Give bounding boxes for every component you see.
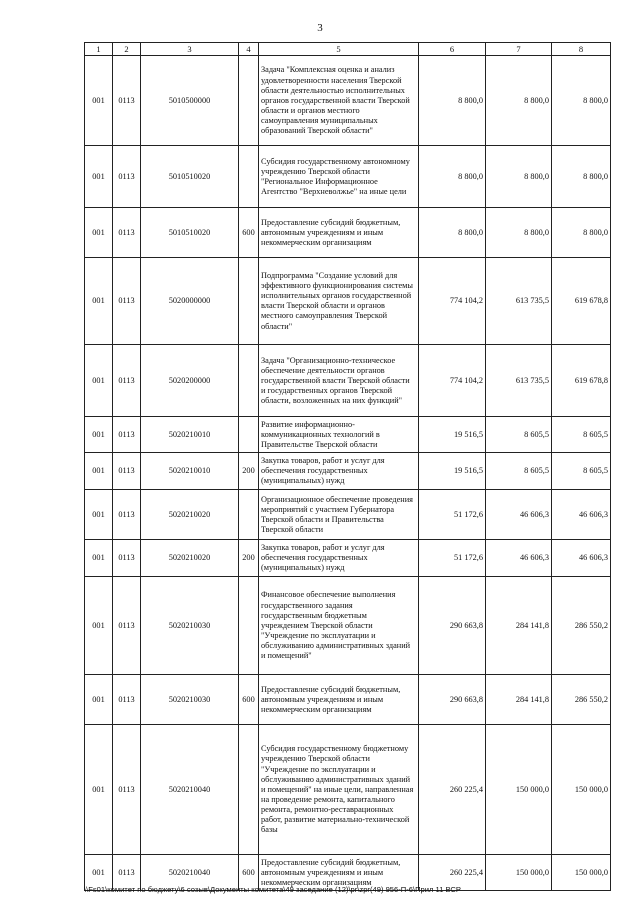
section-code-cell: 0113 [113, 417, 141, 453]
target-article-cell: 5010500000 [141, 56, 239, 146]
amount-year1-cell: 19 516,5 [419, 417, 486, 453]
table-row [85, 453, 611, 490]
amount-year1-cell: 774 104,2 [419, 345, 486, 417]
section-code-cell: 0113 [113, 56, 141, 146]
target-article-cell: 5020210030 [141, 675, 239, 725]
description-cell: Задача "Организационно-техническое обеспечение деятельности органов государственной власти Тверской области и государственных органов Тверской области, возложенных на них функций" [259, 345, 419, 417]
amount-year2-cell: 613 735,5 [486, 258, 552, 345]
expense-type-cell: 600 [239, 675, 259, 725]
amount-year2-cell: 284 141,8 [486, 577, 552, 675]
table-row [85, 208, 611, 258]
amount-year2-cell: 8 605,5 [486, 417, 552, 453]
section-code-cell: 0113 [113, 453, 141, 490]
table-row [85, 540, 611, 577]
description-cell: Предоставление субсидий бюджетным, автономным учреждениям и иным некоммерческим организациям [259, 208, 419, 258]
target-article-cell: 5010510020 [141, 208, 239, 258]
amount-year1-cell: 51 172,6 [419, 490, 486, 540]
amount-year3-cell: 46 606,3 [552, 490, 611, 540]
amount-year2-cell: 46 606,3 [486, 490, 552, 540]
description-cell: Задача "Комплексная оценка и анализ удовлетворенности населения Тверской области деятельностью исполнительных органов государственной власти Тверской области и органов местного самоуправления муниципальных образований Тверской области" [259, 56, 419, 146]
admin-code-cell: 001 [85, 725, 113, 855]
description-cell: Закупка товаров, работ и услуг для обеспечения государственных (муниципальных) нужд [259, 453, 419, 490]
amount-year1-cell: 19 516,5 [419, 453, 486, 490]
target-article-cell: 5020210020 [141, 540, 239, 577]
target-article-cell: 5020210030 [141, 577, 239, 675]
amount-year2-cell: 150 000,0 [486, 725, 552, 855]
admin-code-cell: 001 [85, 490, 113, 540]
admin-code-cell: 001 [85, 453, 113, 490]
target-article-cell: 5020200000 [141, 345, 239, 417]
admin-code-cell: 001 [85, 208, 113, 258]
description-cell: Субсидия государственному бюджетному учреждению Тверской области "Учреждение по эксплуатации и обслуживанию административных зданий и помещений" на иные цели, направленная на проведение ремонта, капитального ремонта, ремонтно-реставрационных работ, развитие материально-технической базы [259, 725, 419, 855]
admin-code-cell: 001 [85, 675, 113, 725]
header-cell-6: 6 [419, 43, 486, 56]
description-cell: Предоставление субсидий бюджетным, автономным учреждениям и иным некоммерческим организациям [259, 855, 419, 891]
admin-code-cell: 001 [85, 56, 113, 146]
target-article-cell: 5020210010 [141, 453, 239, 490]
amount-year3-cell: 8 800,0 [552, 208, 611, 258]
amount-year2-cell: 46 606,3 [486, 540, 552, 577]
amount-year2-cell: 8 800,0 [486, 56, 552, 146]
section-code-cell: 0113 [113, 208, 141, 258]
target-article-cell: 5010510020 [141, 146, 239, 208]
admin-code-cell: 001 [85, 146, 113, 208]
amount-year3-cell: 8 605,5 [552, 417, 611, 453]
header-cell-1: 1 [85, 43, 113, 56]
amount-year1-cell: 51 172,6 [419, 540, 486, 577]
file-path-footer: \\Fs01\комитет по бюджету\6 созыв\Документы комитета\49 заседание (12)\pr\zpr(49) 956-П-6\Прил 11 ВСР [84, 885, 461, 894]
admin-code-cell: 001 [85, 417, 113, 453]
target-article-cell: 5020000000 [141, 258, 239, 345]
amount-year3-cell: 8 605,5 [552, 453, 611, 490]
table-row [85, 146, 611, 208]
section-code-cell: 0113 [113, 345, 141, 417]
description-cell: Предоставление субсидий бюджетным, автономным учреждениям и иным некоммерческим организациям [259, 675, 419, 725]
section-code-cell: 0113 [113, 675, 141, 725]
admin-code-cell: 001 [85, 540, 113, 577]
header-row [85, 43, 611, 56]
description-cell: Развитие информационно-коммуникационных технологий в Правительстве Тверской области [259, 417, 419, 453]
expense-type-cell [239, 417, 259, 453]
target-article-cell: 5020210010 [141, 417, 239, 453]
admin-code-cell: 001 [85, 345, 113, 417]
description-cell: Субсидия государственному автономному учреждению Тверской области "Региональное Информационное Агентство "Верхневолжье" на иные цели [259, 146, 419, 208]
table-row [85, 490, 611, 540]
section-code-cell: 0113 [113, 490, 141, 540]
expense-type-cell [239, 577, 259, 675]
amount-year2-cell: 8 800,0 [486, 208, 552, 258]
section-code-cell: 0113 [113, 577, 141, 675]
header-cell-2: 2 [113, 43, 141, 56]
amount-year1-cell: 8 800,0 [419, 56, 486, 146]
table-row [85, 258, 611, 345]
amount-year3-cell: 8 800,0 [552, 56, 611, 146]
header-cell-3: 3 [141, 43, 239, 56]
admin-code-cell: 001 [85, 855, 113, 891]
amount-year3-cell: 619 678,8 [552, 258, 611, 345]
header-cell-7: 7 [486, 43, 552, 56]
amount-year1-cell: 774 104,2 [419, 258, 486, 345]
header-cell-4: 4 [239, 43, 259, 56]
expense-type-cell: 600 [239, 208, 259, 258]
target-article-cell: 5020210040 [141, 855, 239, 891]
amount-year1-cell: 260 225,4 [419, 725, 486, 855]
amount-year3-cell: 46 606,3 [552, 540, 611, 577]
table-row [85, 675, 611, 725]
description-cell: Организационное обеспечение проведения мероприятий с участием Губернатора Тверской области и Правительства Тверской области [259, 490, 419, 540]
amount-year3-cell: 150 000,0 [552, 725, 611, 855]
target-article-cell: 5020210020 [141, 490, 239, 540]
amount-year1-cell: 8 800,0 [419, 208, 486, 258]
target-article-cell: 5020210040 [141, 725, 239, 855]
description-cell: Закупка товаров, работ и услуг для обеспечения государственных (муниципальных) нужд [259, 540, 419, 577]
expense-type-cell [239, 146, 259, 208]
amount-year1-cell: 8 800,0 [419, 146, 486, 208]
amount-year2-cell: 284 141,8 [486, 675, 552, 725]
table-row [85, 417, 611, 453]
section-code-cell: 0113 [113, 146, 141, 208]
amount-year3-cell: 150 000,0 [552, 855, 611, 891]
section-code-cell: 0113 [113, 258, 141, 345]
section-code-cell: 0113 [113, 725, 141, 855]
amount-year3-cell: 286 550,2 [552, 577, 611, 675]
amount-year1-cell: 290 663,8 [419, 675, 486, 725]
expense-type-cell [239, 56, 259, 146]
expense-type-cell: 600 [239, 855, 259, 891]
description-cell: Подпрограмма "Создание условий для эффективного функционирования системы исполнительных органов государственной власти Тверской области и органов местного самоуправления Тверской области" [259, 258, 419, 345]
amount-year3-cell: 286 550,2 [552, 675, 611, 725]
amount-year1-cell: 290 663,8 [419, 577, 486, 675]
amount-year3-cell: 8 800,0 [552, 146, 611, 208]
description-cell: Финансовое обеспечение выполнения государственного задания государственным бюджетным учреждением Тверской области "Учреждение по эксплуатации и обслуживанию административных зданий и помещений" [259, 577, 419, 675]
amount-year2-cell: 8 605,5 [486, 453, 552, 490]
header-cell-8: 8 [552, 43, 611, 56]
admin-code-cell: 001 [85, 258, 113, 345]
amount-year1-cell: 260 225,4 [419, 855, 486, 891]
expense-type-cell [239, 490, 259, 540]
amount-year2-cell: 8 800,0 [486, 146, 552, 208]
expense-type-cell [239, 725, 259, 855]
header-cell-5: 5 [259, 43, 419, 56]
table-row [85, 56, 611, 146]
section-code-cell: 0113 [113, 855, 141, 891]
table-row [85, 577, 611, 675]
admin-code-cell: 001 [85, 577, 113, 675]
expense-type-cell [239, 345, 259, 417]
expense-type-cell: 200 [239, 540, 259, 577]
budget-table [84, 42, 611, 891]
table-row [85, 345, 611, 417]
expense-type-cell [239, 258, 259, 345]
amount-year2-cell: 613 735,5 [486, 345, 552, 417]
section-code-cell: 0113 [113, 540, 141, 577]
table-row [85, 725, 611, 855]
page-number: 3 [317, 22, 323, 34]
amount-year2-cell: 150 000,0 [486, 855, 552, 891]
expense-type-cell: 200 [239, 453, 259, 490]
amount-year3-cell: 619 678,8 [552, 345, 611, 417]
